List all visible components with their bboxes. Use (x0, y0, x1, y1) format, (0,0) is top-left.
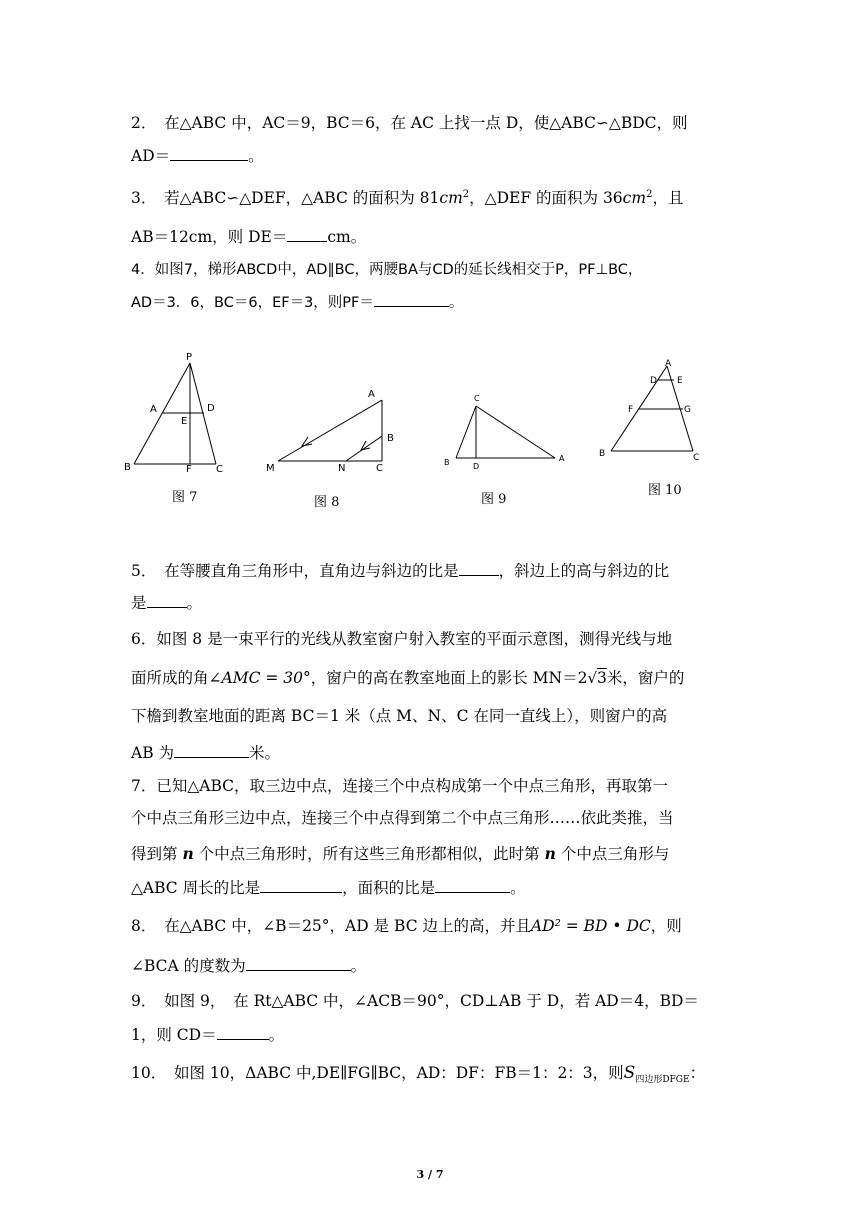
fig7-label-f: F (186, 464, 192, 475)
q2-line1: 2． 在△ABC 中，AC＝9，BC＝6，在 AC 上找一点 D，使△ABC∽△BDC，则 (131, 114, 688, 132)
q6-line2: 面所成的角∠AMC = 30°，窗户的高在教室地面上的影长 MN＝2√3米，窗户的 (131, 669, 685, 687)
q8-line1: 8． 在△ABC 中，∠B＝25°，AD 是 BC 边上的高，并且AD² = BD • DC，则 (131, 917, 682, 935)
q8-line2: ∠BCA 的度数为 。 (131, 957, 367, 975)
fig8-caption: 图 8 (314, 495, 340, 510)
figure-8 (262, 385, 402, 475)
answer-blank (170, 146, 248, 161)
answer-blank (435, 878, 510, 893)
fig9-label-c: C (474, 394, 480, 403)
fig10-label-b: B (599, 449, 606, 459)
fig9-label-d: D (473, 462, 480, 471)
fig10-label-a: A (665, 359, 672, 369)
fig10-caption: 图 10 (648, 483, 682, 498)
figure-10 (595, 352, 710, 467)
fig10-label-g: G (684, 405, 691, 415)
fig7-label-c: C (216, 464, 223, 475)
fig7-label-b: B (124, 462, 131, 473)
fig8-label-b: B (387, 433, 394, 444)
fig7-label-e: E (181, 416, 188, 427)
q6-line4: AB 为 米。 (131, 744, 281, 762)
answer-blank (459, 561, 499, 576)
q4-line2: AD＝3．6，BC＝6，EF＝3，则PF＝ 。 (131, 292, 463, 313)
fig10-label-e: E (677, 376, 683, 386)
q9-line1: 9． 如图 9， 在 Rt△ABC 中，∠ACB＝90°，CD⊥AB 于 D，若 AD＝4，BD＝ (131, 992, 699, 1010)
fig7-label-a: A (150, 404, 157, 415)
fig10-label-c: C (693, 453, 700, 463)
page-number: 3 / 7 (416, 1168, 444, 1181)
q7-line4: △ABC 周长的比是 ，面积的比是 。 (131, 879, 526, 897)
fig7-label-d: D (207, 403, 215, 414)
fig8-label-c: C (376, 463, 383, 474)
answer-blank (217, 1025, 269, 1040)
fig10-label-f: F (628, 405, 634, 415)
figure-9 (440, 390, 575, 475)
fig9-label-a: A (559, 454, 565, 463)
fig9-label-b: B (444, 458, 450, 467)
answer-blank (260, 878, 342, 893)
fig10-label-d: D (650, 376, 657, 386)
q9-line2: 1，则 CD＝ 。 (131, 1026, 285, 1044)
q10-line1: 10． 如图 10，ΔABC 中,DE∥FG∥BC，AD：DF：FB＝1：2：3，则$S_{四边形DFGE}$： (131, 1063, 706, 1086)
fig8-label-m: M (266, 463, 275, 474)
q5-line1: 5． 在等腰直角三角形中，直角边与斜边的比是 ，斜边上的高与斜边的比 (131, 562, 670, 580)
fig7-label-p: P (186, 352, 193, 363)
fig7-caption: 图 7 (172, 490, 198, 505)
fig9-caption: 图 9 (481, 492, 507, 507)
q6-line1: 6．如图 8 是一束平行的光线从教室窗户射入教室的平面示意图，测得光线与地 (131, 630, 673, 648)
q7-line3: 得到第 n 个中点三角形时，所有这些三角形都相似，此时第 n 个中点三角形与 (131, 844, 670, 863)
answer-blank (147, 593, 187, 608)
q2-line2: AD＝ 。 (131, 147, 264, 165)
q3-line2: AB＝12cm，则 DE＝ cm。 (131, 228, 367, 246)
answer-blank (374, 292, 449, 307)
q7-line1: 7．已知△ABC，取三边中点，连接三个中点构成第一个中点三角形，再取第一 (131, 777, 669, 795)
q7-line2: 个中点三角形三边中点，连接三个中点得到第二个中点三角形……依此类推，当 (131, 809, 674, 827)
figure-7 (118, 348, 228, 478)
answer-blank (287, 227, 327, 242)
q4-line1: 4．如图7，梯形ABCD中，AD∥BC，两腰BA与CD的延长线相交于P，PF⊥BC， (131, 262, 643, 278)
fig8-label-n: N (338, 463, 346, 474)
q5-line2: 是 。 (131, 594, 203, 612)
answer-blank (246, 956, 351, 971)
q3-line1: 3． 若△ABC∽△DEF，△ABC 的面积为 $81cm^2$，△DEF 的面积为 $36cm^2$，且 (131, 188, 684, 207)
fig8-label-a: A (368, 389, 375, 400)
answer-blank (174, 743, 249, 758)
q6-line3: 下檐到教室地面的距离 BC＝1 米（点 M、N、C 在同一直线上），则窗户的高 (131, 707, 668, 725)
